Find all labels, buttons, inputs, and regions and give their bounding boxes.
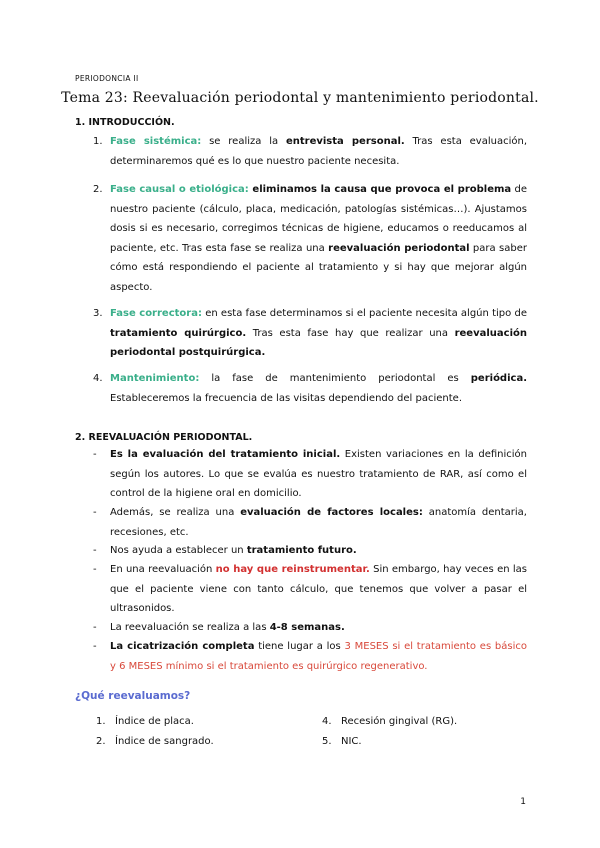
text: En una reevaluación: [110, 564, 216, 575]
list-number: 5.: [322, 736, 332, 747]
list-text: Recesión gingival (RG).: [341, 716, 458, 727]
running-header: PERIODONCIA II: [75, 74, 139, 83]
intro-item-2: [110, 180, 527, 297]
text: Tras esta fase hay que realizar una: [246, 327, 455, 339]
text: La reevaluación se realiza a las: [110, 622, 270, 633]
page-title: Tema 23: Reevaluación periodontal y mantenimiento periodontal.: [61, 90, 539, 106]
list-number: 1.: [96, 716, 106, 727]
bold-text: reevaluación periodontal postquirúrgica.: [110, 327, 527, 358]
bold-text: entrevista personal.: [285, 136, 405, 147]
bold-text: evaluación de factores locales:: [240, 507, 423, 518]
text: Sin embargo, hay veces en las que el paciente viene con tanto cálculo, que tenemos que volver a pasar el ultrasonidos.: [110, 564, 527, 614]
bold-text: eliminamos la causa que provoca el problema: [248, 184, 512, 195]
question-heading: ¿Qué reevaluamos?: [75, 690, 191, 702]
text: tiene lugar a los: [254, 641, 345, 652]
list-item: [96, 736, 214, 747]
red-text: 3 MESES si el tratamiento es básico y 6 MESES mínimo si el tratamiento es quirúrgico regenerativo.: [110, 641, 527, 672]
text: anatomía dentaria, recesiones, etc.: [110, 507, 527, 538]
list-item: [96, 716, 194, 727]
list-number: 4.: [322, 716, 332, 727]
list-item: [322, 716, 458, 727]
list-item: [322, 736, 362, 747]
list-text: Índice de placa.: [115, 716, 194, 727]
reeval-bullet-2: [110, 503, 527, 542]
phase-label: Fase causal o etiológica:: [110, 184, 249, 195]
intro-item-1: [110, 132, 527, 171]
reeval-bullet-5: [110, 618, 527, 638]
text: Nos ayuda a establecer un: [110, 545, 247, 556]
list-number: 3.: [93, 308, 103, 319]
intro-item-3: [110, 304, 527, 363]
red-text: no hay que reinstrumentar.: [215, 564, 370, 575]
bold-text: Es la evaluación del tratamiento inicial.: [110, 449, 341, 460]
list-number: 2.: [93, 184, 103, 195]
text: Además, se realiza una: [110, 507, 241, 518]
dash-bullet: -: [93, 622, 97, 633]
bold-text: tratamiento quirúrgico.: [110, 327, 247, 339]
text: de nuestro paciente (cálculo, placa, medicación, patologías sistémicas…). Ajustamos dosis si es necesario, corregimos técnicas de higiene, educamos o reeducamos al paciente, etc. Tras esta fase se realiza una: [110, 184, 527, 254]
text: se realiza la: [201, 136, 286, 147]
phase-label: Fase sistémica:: [110, 136, 202, 147]
phase-label: Mantenimiento:: [110, 373, 200, 384]
bold-text: reevaluación periodontal: [328, 242, 470, 254]
intro-item-4: [110, 369, 527, 408]
dash-bullet: -: [93, 564, 97, 575]
reeval-bullet-1: [110, 445, 527, 504]
reeval-bullet-6: [110, 637, 527, 676]
dash-bullet: -: [93, 545, 97, 556]
section-heading-reevaluation: 2. REEVALUACIÓN PERIODONTAL.: [75, 432, 253, 443]
phase-label: Fase correctora:: [110, 308, 202, 319]
reeval-bullet-3: [110, 541, 527, 561]
reeval-bullet-4: [110, 560, 527, 619]
list-number: 4.: [93, 373, 103, 384]
list-number: 1.: [93, 136, 103, 147]
bold-text: tratamiento futuro.: [246, 545, 357, 556]
dash-bullet: -: [93, 641, 97, 652]
bold-text: periódica.: [470, 373, 527, 384]
text: Estableceremos la frecuencia de las visitas dependiendo del paciente.: [110, 392, 463, 404]
page-number: 1: [520, 797, 526, 807]
dash-bullet: -: [93, 449, 97, 460]
text: Tras esta evaluación, determinaremos qué es lo que nuestro paciente necesita.: [110, 136, 528, 167]
section-heading-intro: 1. INTRODUCCIÓN.: [75, 117, 175, 128]
dash-bullet: -: [93, 507, 97, 518]
text: la fase de mantenimiento periodontal es: [199, 373, 471, 384]
bold-text: 4-8 semanas.: [269, 622, 345, 633]
text: en esta fase determinamos si el paciente necesita algún tipo de: [201, 308, 527, 319]
text: para saber cómo está respondiendo el paciente al tratamiento y si hay que mejorar algún aspecto.: [110, 242, 527, 293]
list-text: NIC.: [341, 736, 362, 747]
bold-text: La cicatrización completa: [110, 641, 255, 652]
text: Existen variaciones en la definición según los autores. Lo que se evalúa es nuestro tratamiento de RAR, así como el control de la higiene oral en domicilio.: [110, 449, 527, 499]
list-number: 2.: [96, 736, 106, 747]
list-text: Índice de sangrado.: [115, 736, 214, 747]
